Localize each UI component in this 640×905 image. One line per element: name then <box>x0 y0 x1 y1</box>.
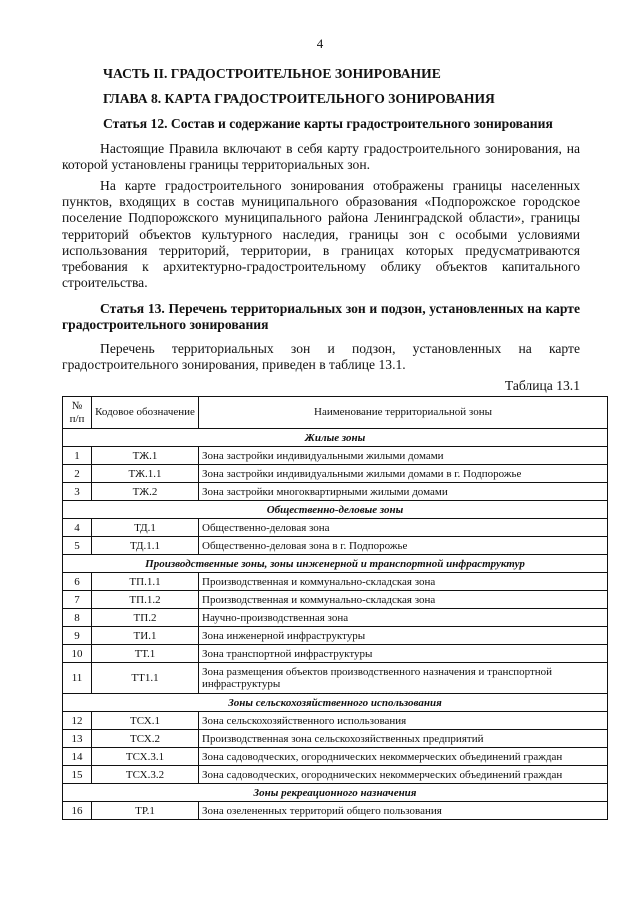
row-number: 14 <box>63 748 92 766</box>
article-13-paragraph: Перечень территориальных зон и подзон, установленных на карте градостроительного зонирования, приведен в таблице 13.1. <box>62 341 580 373</box>
row-code: ТР.1 <box>92 802 199 820</box>
row-zone-name: Зона озелененных территорий общего пользования <box>199 802 608 820</box>
row-number: 12 <box>63 712 92 730</box>
row-zone-name: Зона транспортной инфраструктуры <box>199 645 608 663</box>
table-row <box>63 447 608 465</box>
row-zone-name: Зона сельскохозяйственного использования <box>199 712 608 730</box>
row-zone-name: Зона застройки многоквартирными жилыми домами <box>199 483 608 501</box>
table-row <box>63 519 608 537</box>
table-group-row <box>63 555 608 573</box>
table-row <box>63 537 608 555</box>
row-number: 16 <box>63 802 92 820</box>
row-number: 5 <box>63 537 92 555</box>
row-code: ТП.1.2 <box>92 591 199 609</box>
chapter-heading: ГЛАВА 8. КАРТА ГРАДОСТРОИТЕЛЬНОГО ЗОНИРОВАНИЯ <box>103 91 495 106</box>
row-zone-name: Зона садоводческих, огороднических некоммерческих объединений граждан <box>199 748 608 766</box>
row-code: ТСХ.2 <box>92 730 199 748</box>
table-group-row <box>63 694 608 712</box>
part-heading: ЧАСТЬ II. ГРАДОСТРОИТЕЛЬНОЕ ЗОНИРОВАНИЕ <box>103 66 441 81</box>
row-zone-name: Зона инженерной инфраструктуры <box>199 627 608 645</box>
row-zone-name: Зона размещения объектов производственного назначения и транспортной инфраструктуры <box>199 663 608 694</box>
row-zone-name: Зона застройки индивидуальными жилыми домами в г. Подпорожье <box>199 465 608 483</box>
row-number: 15 <box>63 766 92 784</box>
row-number: 1 <box>63 447 92 465</box>
table-row <box>63 609 608 627</box>
row-code: ТП.1.1 <box>92 573 199 591</box>
row-zone-name: Зона застройки индивидуальными жилыми домами <box>199 447 608 465</box>
group-title: Зоны сельскохозяйственного использования <box>63 694 608 712</box>
header-num: № п/п <box>63 397 92 429</box>
row-code: ТСХ.3.2 <box>92 766 199 784</box>
table-row <box>63 591 608 609</box>
group-title: Общественно-деловые зоны <box>63 501 608 519</box>
row-zone-name: Общественно-деловая зона в г. Подпорожье <box>199 537 608 555</box>
row-zone-name: Научно-производственная зона <box>199 609 608 627</box>
zones-table <box>62 396 608 820</box>
row-number: 11 <box>63 663 92 694</box>
row-code: ТЖ.1.1 <box>92 465 199 483</box>
row-number: 13 <box>63 730 92 748</box>
row-code: ТД.1 <box>92 519 199 537</box>
table-header-row <box>63 397 608 429</box>
table-row <box>63 573 608 591</box>
group-title: Жилые зоны <box>63 429 608 447</box>
group-title: Производственные зоны, зоны инженерной и транспортной инфраструктур <box>63 555 608 573</box>
row-code: ТЖ.1 <box>92 447 199 465</box>
row-number: 9 <box>63 627 92 645</box>
table-row <box>63 748 608 766</box>
row-number: 10 <box>63 645 92 663</box>
row-number: 6 <box>63 573 92 591</box>
row-code: ТСХ.1 <box>92 712 199 730</box>
row-number: 8 <box>63 609 92 627</box>
table-row <box>63 766 608 784</box>
row-code: ТТ.1 <box>92 645 199 663</box>
table-group-row <box>63 501 608 519</box>
row-code: ТД.1.1 <box>92 537 199 555</box>
row-number: 2 <box>63 465 92 483</box>
table-row <box>63 663 608 694</box>
row-code: ТЖ.2 <box>92 483 199 501</box>
table-group-row <box>63 429 608 447</box>
article-12-paragraph-1: Настоящие Правила включают в себя карту градостроительного зонирования, на которой установлены границы территориальных зон. <box>62 141 580 173</box>
table-row <box>63 730 608 748</box>
row-number: 3 <box>63 483 92 501</box>
table-row <box>63 627 608 645</box>
row-code: ТСХ.3.1 <box>92 748 199 766</box>
table-group-row <box>63 784 608 802</box>
table-row <box>63 712 608 730</box>
page-number: 4 <box>316 36 324 51</box>
header-name: Наименование территориальной зоны <box>199 397 608 429</box>
table-row <box>63 465 608 483</box>
row-code: ТИ.1 <box>92 627 199 645</box>
row-code: ТП.2 <box>92 609 199 627</box>
table-row <box>63 645 608 663</box>
header-code: Кодовое обозначение <box>92 397 199 429</box>
row-zone-name: Производственная и коммунально-складская зона <box>199 591 608 609</box>
row-zone-name: Производственная и коммунально-складская зона <box>199 573 608 591</box>
article-12-paragraph-2: На карте градостроительного зонирования отображены границы населенных пунктов, входящих в состав муниципального образования «Подпорожское городское поселение Подпорожского муниципального района Ленинградской области», границы территорий объектов культурного наследия, границы зон с особыми условиями использования территорий, территории, в границах которых предусматриваются требования к архитектурно-градостроительному облику объектов капитального строительства. <box>62 178 580 291</box>
table-row <box>63 483 608 501</box>
row-number: 7 <box>63 591 92 609</box>
article-13-heading: Статья 13. Перечень территориальных зон и подзон, установленных на карте градостроительного зонирования <box>62 301 580 333</box>
row-zone-name: Общественно-деловая зона <box>199 519 608 537</box>
row-number: 4 <box>63 519 92 537</box>
group-title: Зоны рекреационного назначения <box>63 784 608 802</box>
article-12-heading: Статья 12. Состав и содержание карты градостроительного зонирования <box>103 116 553 131</box>
row-zone-name: Зона садоводческих, огороднических некоммерческих объединений граждан <box>199 766 608 784</box>
row-code: ТТ1.1 <box>92 663 199 694</box>
table-caption: Таблица 13.1 <box>504 378 580 393</box>
table-row <box>63 802 608 820</box>
row-zone-name: Производственная зона сельскохозяйственных предприятий <box>199 730 608 748</box>
